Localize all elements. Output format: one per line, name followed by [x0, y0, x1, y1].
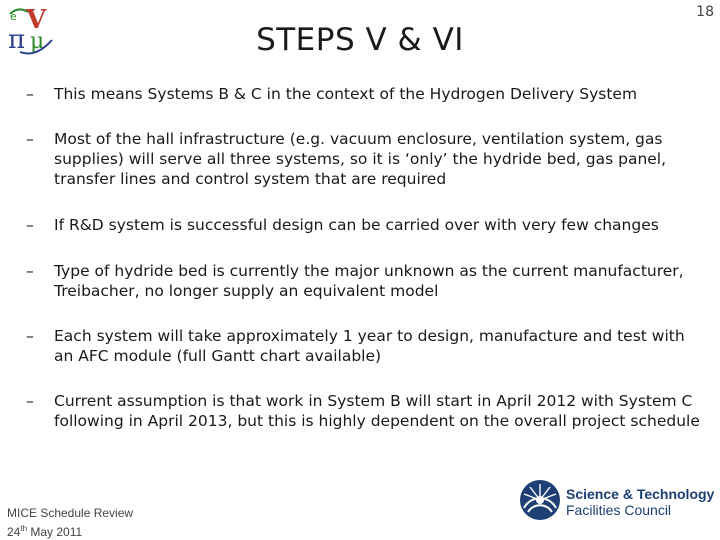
bullet-item — [26, 84, 637, 104]
bullet-text: Current assumption is that work in System B will start in April 2012 with System C following in April 2013, but this is highly dependent on the overall project schedule — [54, 392, 700, 430]
footer-event: MICE Schedule Review — [7, 506, 134, 520]
bullet-marker: – — [26, 216, 34, 234]
bullet-text: If R&D system is successful design can be carried over with very few changes — [54, 216, 659, 234]
svg-text:V: V — [26, 5, 47, 35]
bullet-marker: – — [26, 392, 34, 410]
bullet-marker: – — [26, 262, 34, 280]
bullet-item — [26, 129, 706, 189]
svg-text:e: e — [10, 10, 17, 23]
svg-text:μ: μ — [30, 29, 45, 54]
bullet-text: Type of hydride bed is currently the major unknown as the current manufacturer, Treibacher, no longer supply an equivalent model — [54, 262, 684, 300]
bullet-text: Each system will take approximately 1 year to design, manufacture and test with an AFC module (full Gantt chart available) — [54, 327, 685, 365]
bullet-item — [26, 215, 659, 235]
stfc-emblem-icon — [518, 478, 562, 522]
slide-title: STEPS V & VI — [256, 22, 464, 58]
bullet-item — [26, 261, 706, 301]
bullet-item — [26, 326, 706, 366]
stfc-logo — [518, 478, 718, 524]
slide-number: 18 — [696, 4, 714, 20]
bullet-marker: – — [26, 130, 34, 148]
bullet-text: This means Systems B & C in the context of the Hydrogen Delivery System — [54, 85, 638, 103]
svg-text:π: π — [8, 25, 26, 55]
bullet-marker: – — [26, 85, 34, 103]
bullet-marker: – — [26, 327, 34, 345]
bullet-text: Most of the hall infrastructure (e.g. vacuum enclosure, ventilation system, gas supplies) will serve all three systems, so it is ‘only’ the hydride bed, gas panel, transfer lines and control system that are required — [54, 130, 667, 188]
bullet-item — [26, 391, 706, 431]
stfc-wordmark: Science & Technology Facilities Council — [566, 486, 715, 518]
footer-date: 24th May 2011 — [7, 524, 83, 539]
footer — [7, 506, 133, 540]
